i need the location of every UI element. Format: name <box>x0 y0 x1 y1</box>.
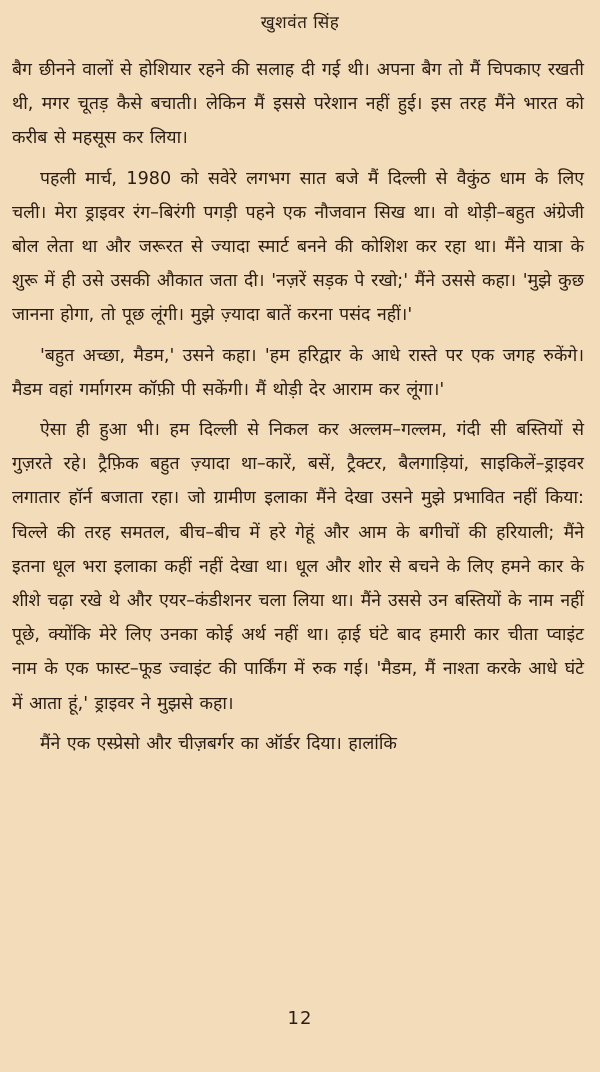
body-text <box>12 53 584 767</box>
running-head: खुशवंत सिंह <box>260 13 340 33</box>
paragraph: पहली मार्च, 1980 को सवेरे लगभग सात बजे मैं दिल्ली से वैकुंठ धाम के लिए चली। मेरा ड्राइवर रंग–बिरंगी पगड़ी पहने एक नौजवान सिख था। वो थोड़ी–बहुत अंग्रेजी बोल लेता था और जरूरत से ज्यादा स्मार्ट बनने की कोशिश कर रहा था। मैंने यात्रा के शुरू में ही उसे उसकी औकात जता दी। 'नज़रें सड़क पे रखो;' मैंने उससे कहा। 'मुझे कुछ जानना होगा, तो पूछ लूंगी। मुझे ज़्यादा बातें करना पसंद नहीं।' <box>12 168 584 326</box>
page-number: 12 <box>287 1008 313 1029</box>
paragraph: बैग छीनने वालों से होशियार रहने की सलाह दी गई थी। अपना बैग तो मैं चिपकाए रखती थी, मगर चूतड़ कैसे बचाती। लेकिन मैं इससे परेशान नहीं हुई। इस तरह मैंने भारत को करीब से महसूस कर लिया। <box>12 60 584 149</box>
paragraph: ऐसा ही हुआ भी। हम दिल्ली से निकल कर अल्लम–गल्लम, गंदी सी बस्तियों से गुज़रते रहे। ट्रैफ़िक बहुत ज़्यादा था–कारें, बसें, ट्रैक्टर, बैलगाड़ियां, साइकिलें–ड्राइवर लगातार हॉर्न बजाता रहा। जो ग्रामीण इलाका मैंने देखा उसने मुझे प्रभावित नहीं किया: चिल्ले की तरह समतल, बीच–बीच में हरे गेहूं और आम के बगीचों की हरियाली; मैंने इतना धूल भरा इलाका कहीं नहीं देखा था। धूल और शोर से बचने के लिए हमने कार के शीशे चढ़ा रखे थे और एयर–कंडीशनर चला लिया था। मैंने उससे उन बस्तियों के नाम नहीं पूछे, क्योंकि मेरे लिए उनका कोई अर्थ नहीं था। ढ़ाई घंटे बाद हमारी कार चीता प्वाइंट नाम के एक फास्ट–फूड ज्वाइंट की पार्किंग में रुक गई। 'मैडम, मैं नाश्ता करके आधे घंटे में आता हूं,' ड्राइवर ने मुझसे कहा। <box>12 420 584 714</box>
paragraph: 'बहुत अच्छा, मैडम,' उसने कहा। 'हम हरिद्वार के आधे रास्ते पर एक जगह रुकेंगे। मैडम वहां गर्मागरम कॉफ़ी पी सकेंगी। मैं थोड़ी देर आराम कर लूंगा।' <box>12 345 584 400</box>
paragraph: मैंने एक एस्प्रेसो और चीज़बर्गर का ऑर्डर दिया। हालांकि <box>40 733 397 754</box>
